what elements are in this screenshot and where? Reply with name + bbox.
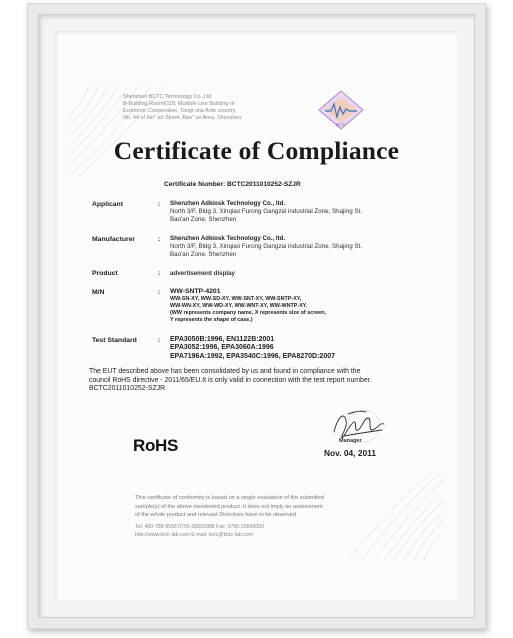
certificate-number-label: Certificate Number:: [164, 181, 226, 188]
product-value: advertisement display: [170, 270, 235, 277]
compliance-statement: [89, 368, 424, 394]
model-variant-line: WW-SN-XY, WW-SD-XY, WW-SNT-XY, WW-SNTP-XY,: [170, 296, 302, 303]
issuer-line: No. 44 of Xin" an Street, Bao" an Area, Shenzhen: [123, 115, 242, 121]
model-value: [170, 288, 435, 324]
model-variant-line: (WW represents company name, X represents size of screen,: [170, 310, 327, 317]
field-colon: :: [158, 270, 161, 277]
test-standard-label: Test Standard: [92, 337, 137, 344]
product-label: Product: [92, 270, 118, 277]
certificate-number-value: BCTC2011010252-SZJR: [227, 181, 301, 188]
issuer-line: Shenzhen BCTC Technology Co.,Ltd.: [123, 94, 213, 100]
manufacturer-label: Manufacturer: [92, 236, 136, 243]
issuer-line: B-Building Room6118, Multiple Use Building of: [123, 101, 235, 107]
test-standard-line: EPA3052:1996, EPA3060A:1996: [170, 344, 274, 352]
test-standard-line: EPA3050B:1996, EN1122B:2001: [170, 336, 275, 343]
applicant-label: Applicant: [92, 201, 123, 208]
certificate-number: [164, 181, 301, 188]
applicant-value: [170, 200, 435, 225]
statement-line: The EUT described above has been consolidated by us and found in compliance with the: [89, 368, 361, 375]
model-label: M/N: [92, 289, 105, 296]
statement-line: BCTC2011010252-SZJR: [89, 385, 166, 393]
signatory-role: Manager: [339, 438, 362, 444]
field-colon: :: [158, 289, 161, 296]
notice-line: This certificate of conformity is based on a single evaluation of the submitted: [135, 495, 325, 501]
manufacturer-name: Shenzhen Adkiosk Technology Co., ltd.: [170, 235, 286, 242]
manufacturer-address-line: North 3/F, Bldg 3, Xinqiao Furong Gangzai industrial Zone, Shajing St.: [170, 243, 362, 251]
logo-text: BCTC: [336, 123, 346, 127]
test-standard-value: [170, 336, 435, 361]
test-standard-line: EPA7196A:1992, EPA3540C:1996, EPA8270D:2007: [170, 352, 335, 360]
model-variant-line: WW-WN-XY, WW-WD-XY, WW-WNT-XY, WW-WNTP-XY.: [170, 303, 308, 310]
field-colon: :: [158, 236, 161, 243]
manufacturer-address-line: Bao'an Zone, Shenzhen: [170, 251, 237, 259]
contact-info: [135, 524, 385, 539]
model-number: WW-SNTP-4201: [170, 288, 221, 295]
applicant-address-line: North 3/F, Bldg 3, Xinqiao Furong Gangzai industrial Zone, Shajing St.: [170, 208, 362, 216]
certificate-title: Certificate of Compliance: [113, 136, 400, 165]
field-colon: :: [158, 201, 161, 208]
model-variant-line: Y represents the shape of case.): [170, 317, 253, 324]
field-colon: :: [158, 337, 161, 344]
rohs-mark: RoHS: [133, 436, 179, 455]
contact-web-line: http://www.bctc-lab.com E-mail: bctc@bctc-lab.com: [135, 531, 253, 538]
manufacturer-value: [170, 235, 435, 260]
bctc-logo-icon: [315, 89, 367, 131]
conformity-notice: [135, 494, 385, 520]
statement-line: council RoHS directive - 2011/65/EU.It is only valid in connection with the test report number.: [89, 376, 372, 384]
issue-date: Nov. 04, 2011: [324, 448, 376, 458]
contact-phone-line: Tel: 400-788-9558 0755-33665088 Fax: 0755-33606059: [135, 524, 264, 530]
notice-line: of the whole product and relevant Directives have to be observed.: [135, 512, 298, 519]
certificate-paper: [69, 86, 444, 560]
notice-line: sample(s) of the above mentioned product. It does not imply an assessment: [135, 503, 323, 510]
applicant-name: Shenzhen Adkiosk Technology Co., ltd.: [170, 200, 286, 207]
issuer-line: Economic Cooperative, Tangt una Ante country,: [123, 108, 237, 114]
applicant-address-line: Bao'an Zone, Shenzhen: [170, 216, 237, 224]
